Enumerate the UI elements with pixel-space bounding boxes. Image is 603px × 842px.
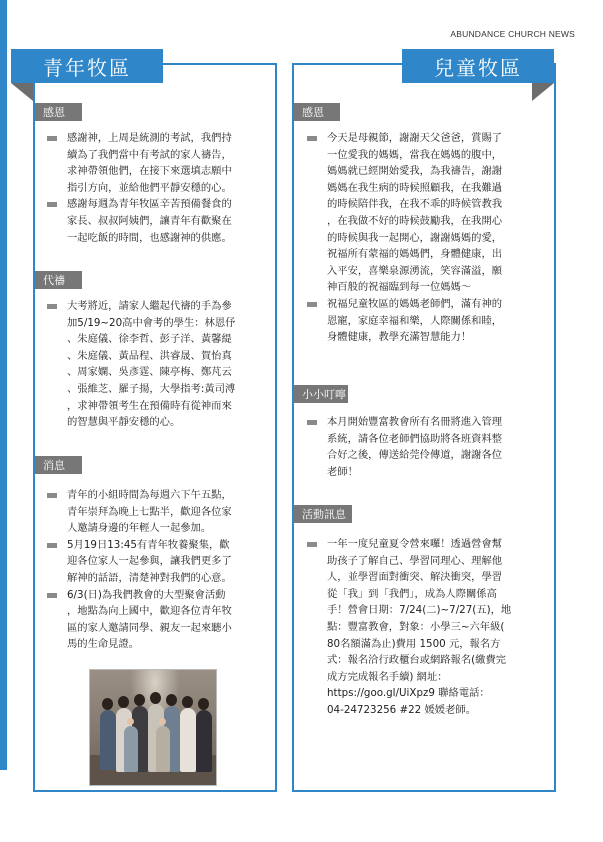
text-line: 青年的小組時間為每週六下午五點， xyxy=(67,489,232,501)
text-line: 04-24723256 #22 媛媛老師。 xyxy=(327,703,476,716)
text-line: 一年一度兒童夏令營來囉！透過營會幫 xyxy=(327,538,503,550)
text-line: 大考將近，請家人繼起代禱的手為參 xyxy=(67,300,232,312)
youth-ministry-title: 青年牧區 xyxy=(11,49,163,83)
text-line: 80名額滿為止)費用 1500 元，報名方 xyxy=(327,637,501,650)
photo-face xyxy=(159,718,166,725)
text-line: 恩寵，家庭幸福和樂，人際關係和睦， xyxy=(327,314,503,327)
text-line: 、張維芝、羅子揚，大學指考:黃司溥 xyxy=(67,382,236,395)
children-events-list xyxy=(303,536,555,719)
bullet-icon xyxy=(47,593,57,598)
text-line: ，求神帶領考生在預備時有從神而來 xyxy=(67,399,232,412)
text-line: 身體健康，教學充滿智慧能力！ xyxy=(327,331,472,344)
text-line: 媽媽在我生病的時候照顧我，在我難過 xyxy=(327,181,503,194)
text-line: 區的家人邀請同學、親友一起來聽小 xyxy=(67,621,232,634)
text-line: 解神的話語，清楚神對我們的心意。 xyxy=(67,571,232,584)
text-line: 合好之後，傳送給莞伶傳道，謝謝各位 xyxy=(327,449,503,462)
youth-prayer-tag: 代禱 xyxy=(35,271,82,289)
list-item xyxy=(303,130,555,296)
children-reminder-tag: 小小叮嚀 xyxy=(294,385,348,403)
text-line: 、朱庭儀、黃品程、洪睿晟、賀怡真 xyxy=(67,349,232,362)
text-line: 式：報名洽行政櫃台或網路報名(繳費完 xyxy=(327,654,507,667)
text-line: 感謝神，上周是統測的考試，我們持 xyxy=(67,132,232,144)
text-line: 家長、叔叔阿姨們，讓青年有歡聚在 xyxy=(67,214,232,227)
text-line: 求神帶領他們，在接下來選填志願中 xyxy=(67,165,232,178)
newsletter-brand: ABUNDANCE CHURCH NEWS xyxy=(450,29,575,39)
text-line: 入平安，喜樂泉源湧流，笑容滿溢，願 xyxy=(327,264,503,277)
bullet-icon xyxy=(307,302,317,307)
text-line: 迎各位家人一起參與，讓我們更多了 xyxy=(67,555,232,568)
photo-head xyxy=(102,698,113,710)
children-thanks-tag: 感恩 xyxy=(294,103,340,121)
list-item xyxy=(303,414,555,480)
children-thanks-list xyxy=(303,130,555,346)
text-line: 從「我」到「我們」，成為人際關係高 xyxy=(327,587,497,600)
text-line: 、朱庭儀、徐李哲、彭子洋、黃馨緹 xyxy=(67,333,232,346)
bullet-icon xyxy=(307,136,317,141)
bullet-icon xyxy=(307,542,317,547)
photo-head xyxy=(182,696,193,708)
children-reminder-list xyxy=(303,414,555,480)
text-line: 媽媽就已經開始愛我，為我禱告，謝謝 xyxy=(327,165,503,178)
text-line: 點：豐富教會，對象：小學三~六年級( xyxy=(327,620,505,633)
text-line: https://goo.gl/UiXpz9 聯絡電話： xyxy=(327,687,490,700)
left-edge-gap xyxy=(0,770,7,842)
photo-head xyxy=(150,692,161,704)
photo-person xyxy=(100,710,116,770)
list-item xyxy=(43,587,275,653)
youth-prayer-list xyxy=(43,298,275,431)
text-line: 手！營會日期：7/24(二)~7/27(五)，地 xyxy=(327,604,512,617)
text-line: 成方完成報名手續) 網址： xyxy=(327,670,448,683)
list-item xyxy=(43,196,275,246)
youth-news-list xyxy=(43,487,275,653)
text-line: 系統，請各位老師們協助將各班資料整 xyxy=(327,432,503,445)
left-edge-stripe xyxy=(0,0,7,842)
text-line: 人，並學習面對衝突、解決衝突，學習 xyxy=(327,571,503,584)
list-item xyxy=(43,298,275,431)
text-line: 一位愛我的媽媽，當我在媽媽的腹中， xyxy=(327,148,503,161)
list-item xyxy=(303,536,555,719)
youth-news-tag: 消息 xyxy=(35,456,82,474)
children-banner-fold xyxy=(532,83,554,101)
photo-head xyxy=(134,694,145,706)
text-line: 5月19日13:45有青年牧養聚集，歡 xyxy=(67,538,230,551)
children-ministry-title: 兒童牧區 xyxy=(402,49,554,83)
youth-thanks-tag: 感恩 xyxy=(35,103,82,121)
text-line: 續為了我們當中有考試的家人禱告， xyxy=(67,148,232,161)
text-line: 指引方向，並給他們平靜安穩的心。 xyxy=(67,181,232,194)
text-line: 祝福所有蒙福的媽媽們，身體健康，出 xyxy=(327,248,503,261)
text-line: 本月開始豐富教會所有名冊將進入管理 xyxy=(327,416,503,428)
list-item xyxy=(43,537,275,587)
text-line: 青年崇拜為晚上七點半，歡迎各位家 xyxy=(67,505,232,518)
text-line: 、周家嫻、吳彥霆、陳亭梅、鄭芃云 xyxy=(67,366,232,379)
photo-person xyxy=(196,710,212,772)
list-item xyxy=(43,487,275,537)
bullet-icon xyxy=(47,543,57,548)
photo-head xyxy=(118,696,129,708)
text-line: 祝福兒童牧區的媽媽老師們，滿有神的 xyxy=(327,297,503,310)
text-line: ，在我做不好的時候鼓勵我，在我開心 xyxy=(327,214,503,227)
list-item xyxy=(303,296,555,346)
text-line: 人邀請身邊的年輕人一起參加。 xyxy=(67,522,212,535)
text-line: 神百般的祝福臨到每一位媽媽～ xyxy=(327,281,472,294)
text-line: 馬的生命見證。 xyxy=(67,638,140,651)
photo-face xyxy=(127,718,134,725)
text-line: 一起吃飯的時間，也感謝神的供應。 xyxy=(67,231,232,244)
text-line: 6/3(日)為我們教會的大型聚會活動 xyxy=(67,588,226,601)
text-line: 感謝每週為青年牧區辛苦預備餐食的 xyxy=(67,198,232,211)
text-line: 助孩子了解自己、學習同理心、理解他 xyxy=(327,554,503,567)
text-line: 今天是母親節，謝謝天父爸爸，賞賜了 xyxy=(327,132,503,144)
bullet-icon xyxy=(47,202,57,207)
youth-group-photo xyxy=(89,669,217,786)
youth-thanks-list xyxy=(43,130,275,246)
text-line: 的時候陪伴我，在我不乖的時候管教我 xyxy=(327,198,503,211)
text-line: 的時候與我一起開心，謝謝媽媽的愛， xyxy=(327,231,503,244)
bullet-icon xyxy=(47,493,57,498)
bullet-icon xyxy=(47,304,57,309)
photo-person xyxy=(124,726,138,772)
text-line: ，地點為向上國中，歡迎各位青年牧 xyxy=(67,605,232,618)
photo-head xyxy=(166,694,177,706)
list-item xyxy=(43,130,275,196)
photo-person xyxy=(180,708,196,772)
text-line: 的智慧與平靜安穩的心。 xyxy=(67,416,181,429)
children-events-tag: 活動訊息 xyxy=(294,505,352,523)
text-line: 加5/19~20高中會考的學生：林恩伃 xyxy=(67,316,236,329)
text-line: 老師！ xyxy=(327,465,358,478)
photo-head xyxy=(198,698,209,710)
bullet-icon xyxy=(307,420,317,425)
youth-banner-fold xyxy=(11,83,33,101)
photo-person xyxy=(156,726,170,772)
bullet-icon xyxy=(47,136,57,141)
